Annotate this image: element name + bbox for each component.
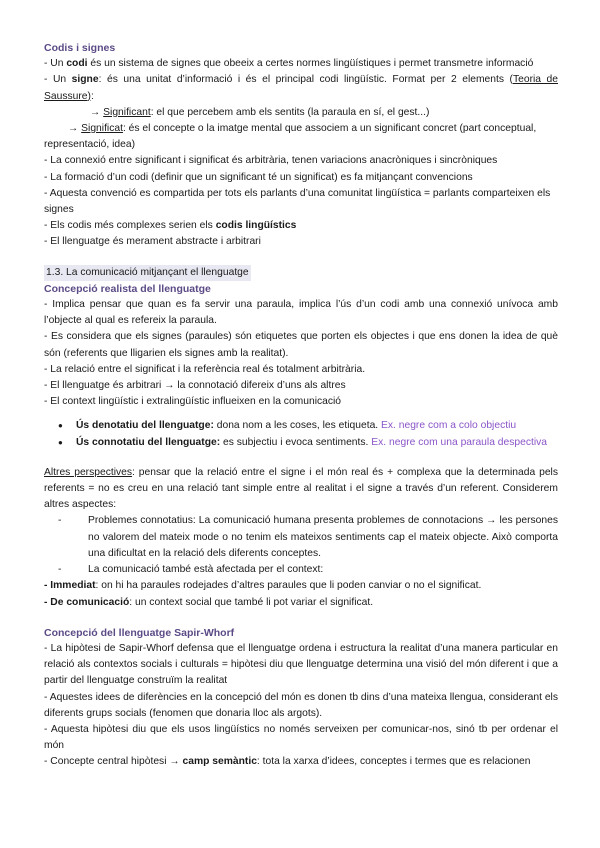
paragraph-relacio: - La relació entre el significat i la referència real és totalment arbitrària. [44, 363, 366, 375]
paragraph-arbitrari: - El llenguatge és arbitrari → la connotació difereix d’uns als altres [44, 380, 346, 392]
paragraph-signe: - Un signe: és una unitat d’informació i és el principal codi lingüístic. Format per 2 elements (Teoria de Saussure): [44, 74, 559, 102]
paragraph-context: - El context lingüístic i extralingüístic influeixen en la comunicació [44, 396, 342, 408]
paragraph-etiquetes: - Es considera que els signes (paraules) són etiquetes que porten els objectes i que ens donen la idea de què són (referents que lligarien els signes amb la realitat). [44, 331, 558, 359]
section-title-1-3: 1.3. La comunicació mitjançant el llenguatge [44, 265, 558, 281]
paragraph-formacio: - La formació d’un codi (definir que un significant té un significat) es fa mitjançant convencions [44, 171, 473, 183]
paragraph-usos: - Aquesta hipòtesi diu que els usos lingüístics no només serveixen per comunicar-nos, sinó tb per ordenar el món [44, 723, 558, 752]
bullet-list-usos [44, 418, 558, 450]
dash-item-connotatius: - Problemes connotatius: La comunicació humana presenta problemes de connotacions → les persones no valorem del mateix mode o no tenim els mateixos sentiments cap el mateix objecte. Això comporta una dificultat en la relació dels diferents conceptes. [58, 513, 558, 562]
section-heading-sapir-whorf: Concepció del llenguatge Sapir-Whorf [44, 626, 235, 639]
paragraph-significant: → Significant: el que percebem amb els sentits (la paraula en sí, el gest...) [90, 106, 430, 118]
paragraph-codi: - Un codi és un sistema de signes que obeeix a certes normes lingüístiques i permet transmetre informació [44, 58, 534, 70]
paragraph-altres: Altres perspectives: pensar que la relació entre el signe i el món real és + complexa que la determinada pels referents = no es creu en una relació tant simple entre al realitat i el signe a través d’un referent. Considerem altres aspectes: [44, 466, 558, 511]
paragraph-llenguatge-abstracte: - El llenguatge és merament abstracte i arbitrari [44, 236, 261, 248]
saussure-link: Teoria de Saussure) [44, 74, 559, 102]
paragraph-implica: - Implica pensar que quan es fa servir una paraula, implica l’ús d’un codi amb una connexió unívoca amb l’objecte al qual es refereix la paraula. [44, 299, 558, 327]
paragraph-camp-semantic: - Concepte central hipòtesi → camp semàntic: tota la xarxa d’idees, conceptes i termes que es relacionen [44, 756, 531, 768]
bullet-denotatiu: ● Ús denotatiu del llenguatge: dona nom a les coses, les etiqueta. Ex. negre com a colo objectiu [58, 418, 558, 434]
bullet-connotatiu: ● Ús connotatiu del llenguatge: es subjectiu i evoca sentiments. Ex. negre com una paraula despectiva [58, 435, 558, 451]
paragraph-hipotesi: - La hipòtesi de Sapir-Whorf defensa que el llenguatge ordena i estructura la realitat d’una manera particular en relació als contextos socials i culturals = hipòtesi diu que llenguatge determina una visió del món diferent i que a partir del llenguatge construïm la realitat [44, 642, 558, 687]
paragraph-convencio: - Aquesta convenció es compartida per tots els parlants d’una comunitat lingüística = parlants comparteixen els signes [44, 187, 551, 216]
section-heading-realista: Concepció realista del llenguatge [44, 282, 211, 295]
dash-item-context: - La comunicació també està afectada per el context: [58, 562, 558, 578]
paragraph-immediat: - Immediat: on hi ha paraules rodejades d’altres paraules que li poden canviar o no el significat. [44, 580, 482, 592]
paragraph-comunicacio: - De comunicació: un context social que també li pot variar el significat. [44, 596, 374, 608]
document-page [44, 40, 558, 771]
section-heading-codis: Codis i signes [44, 42, 116, 54]
paragraph-diferencies: - Aquestes idees de diferències en la concepció del món es donen tb dins d’una mateixa llengua, considerant els diferents grups socials (fenomen que donaria lloc als argots). [44, 691, 558, 719]
paragraph-connexio: - La connexió entre significant i significat és arbitrària, tenen variacions anacròniques i sincròniques [44, 155, 498, 167]
paragraph-codis-complexes: - Els codis més complexes serien els codis lingüístics [44, 220, 297, 232]
paragraph-significat: → Significat: és el concepte o la imatge mental que associem a un significant concret (part conceptual, representació, idea) [44, 123, 537, 151]
dash-list-aspectes [44, 513, 558, 578]
